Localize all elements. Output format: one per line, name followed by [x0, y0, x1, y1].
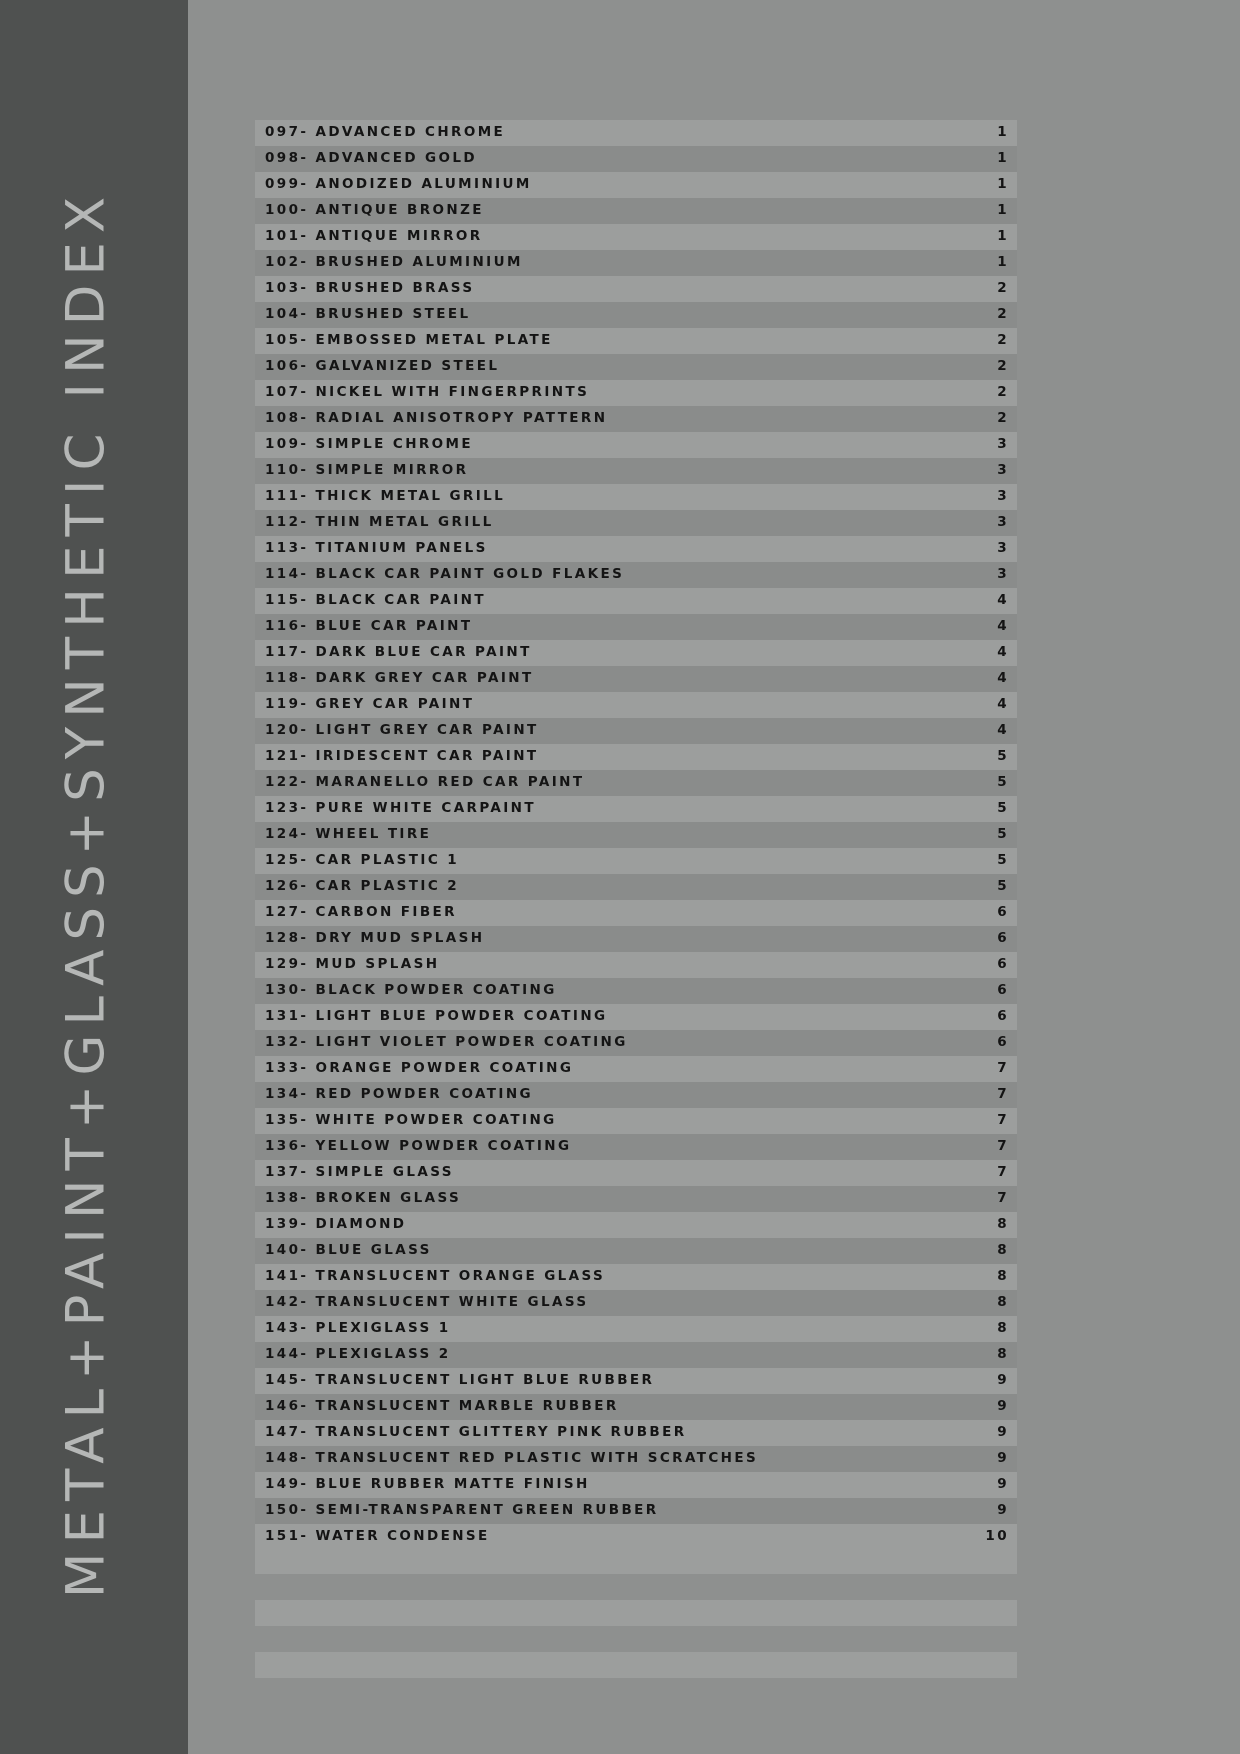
index-entry	[255, 614, 1017, 640]
entry-label: 143- PLEXIGLASS 1	[265, 1320, 451, 1336]
entry-label: 129- MUD SPLASH	[265, 956, 440, 972]
entry-label: 114- BLACK CAR PAINT GOLD FLAKES	[265, 566, 625, 582]
index-entry	[255, 146, 1017, 172]
entry-label: 106- GALVANIZED STEEL	[265, 358, 500, 374]
index-entry	[255, 432, 1017, 458]
entry-page-number: 1	[997, 228, 1009, 244]
entry-page-number: 5	[997, 826, 1009, 842]
index-entry	[255, 484, 1017, 510]
entry-page-number: 8	[997, 1346, 1009, 1362]
entry-label: 145- TRANSLUCENT LIGHT BLUE RUBBER	[265, 1372, 655, 1388]
index-entry	[255, 1082, 1017, 1108]
entry-page-number: 9	[997, 1372, 1009, 1388]
entry-label: 119- GREY CAR PAINT	[265, 696, 475, 712]
entry-page-number: 3	[997, 462, 1009, 478]
index-entry	[255, 406, 1017, 432]
entry-page-number: 8	[997, 1294, 1009, 1310]
entry-page-number: 4	[997, 670, 1009, 686]
entry-label: 108- RADIAL ANISOTROPY PATTERN	[265, 410, 608, 426]
entry-page-number: 9	[997, 1398, 1009, 1414]
empty-row	[255, 1548, 1017, 1574]
index-entry	[255, 302, 1017, 328]
index-entry	[255, 1238, 1017, 1264]
entry-label: 121- IRIDESCENT CAR PAINT	[265, 748, 539, 764]
entry-page-number: 5	[997, 878, 1009, 894]
entry-label: 133- ORANGE POWDER COATING	[265, 1060, 574, 1076]
entry-page-number: 5	[997, 800, 1009, 816]
entry-page-number: 7	[997, 1190, 1009, 1206]
sidebar-title: METAL+PAINT+GLASS+SYNTHETIC INDEX	[55, 187, 117, 1599]
index-entry	[255, 1160, 1017, 1186]
sidebar	[0, 0, 188, 1754]
entry-label: 118- DARK GREY CAR PAINT	[265, 670, 534, 686]
entry-label: 138- BROKEN GLASS	[265, 1190, 462, 1206]
index-entry	[255, 1420, 1017, 1446]
entry-label: 130- BLACK POWDER COATING	[265, 982, 557, 998]
empty-row	[255, 1574, 1017, 1600]
entry-page-number: 9	[997, 1450, 1009, 1466]
entry-label: 110- SIMPLE MIRROR	[265, 462, 469, 478]
entry-label: 112- THIN METAL GRILL	[265, 514, 494, 530]
entry-label: 105- EMBOSSED METAL PLATE	[265, 332, 553, 348]
index-entry	[255, 1446, 1017, 1472]
index-entry	[255, 1342, 1017, 1368]
entry-page-number: 10	[985, 1528, 1009, 1544]
empty-row	[255, 1600, 1017, 1626]
entry-label: 107- NICKEL WITH FINGERPRINTS	[265, 384, 590, 400]
index-entry	[255, 770, 1017, 796]
entry-page-number: 3	[997, 540, 1009, 556]
index-entry	[255, 796, 1017, 822]
entry-label: 136- YELLOW POWDER COATING	[265, 1138, 572, 1154]
entry-page-number: 5	[997, 748, 1009, 764]
entry-page-number: 8	[997, 1268, 1009, 1284]
entry-page-number: 2	[997, 280, 1009, 296]
entry-label: 126- CAR PLASTIC 2	[265, 878, 460, 894]
index-entry	[255, 1056, 1017, 1082]
entry-page-number: 7	[997, 1086, 1009, 1102]
entry-page-number: 7	[997, 1060, 1009, 1076]
index-entry	[255, 640, 1017, 666]
index-entry	[255, 874, 1017, 900]
entry-label: 100- ANTIQUE BRONZE	[265, 202, 484, 218]
entry-page-number: 3	[997, 514, 1009, 530]
index-entry	[255, 848, 1017, 874]
entry-page-number: 4	[997, 592, 1009, 608]
index-entry	[255, 1368, 1017, 1394]
index-entry	[255, 328, 1017, 354]
entry-label: 115- BLACK CAR PAINT	[265, 592, 486, 608]
index-entry	[255, 536, 1017, 562]
index-entry	[255, 380, 1017, 406]
entry-label: 103- BRUSHED BRASS	[265, 280, 475, 296]
entry-page-number: 6	[997, 1008, 1009, 1024]
entry-label: 127- CARBON FIBER	[265, 904, 457, 920]
entry-label: 139- DIAMOND	[265, 1216, 407, 1232]
entry-page-number: 9	[997, 1476, 1009, 1492]
entry-label: 122- MARANELLO RED CAR PAINT	[265, 774, 585, 790]
index-entry	[255, 666, 1017, 692]
entry-page-number: 6	[997, 956, 1009, 972]
index-entry	[255, 562, 1017, 588]
entry-page-number: 8	[997, 1320, 1009, 1336]
entry-page-number: 3	[997, 566, 1009, 582]
entry-label: 140- BLUE GLASS	[265, 1242, 432, 1258]
index-entry	[255, 926, 1017, 952]
entry-page-number: 8	[997, 1216, 1009, 1232]
entry-page-number: 6	[997, 1034, 1009, 1050]
entry-page-number: 8	[997, 1242, 1009, 1258]
index-entry	[255, 1134, 1017, 1160]
entry-page-number: 6	[997, 904, 1009, 920]
empty-row	[255, 1626, 1017, 1652]
entry-label: 144- PLEXIGLASS 2	[265, 1346, 451, 1362]
entry-page-number: 4	[997, 618, 1009, 634]
entry-label: 148- TRANSLUCENT RED PLASTIC WITH SCRATCHES	[265, 1450, 759, 1466]
entry-label: 120- LIGHT GREY CAR PAINT	[265, 722, 539, 738]
entry-page-number: 2	[997, 358, 1009, 374]
index-entry	[255, 822, 1017, 848]
index-entry	[255, 1394, 1017, 1420]
entry-page-number: 1	[997, 176, 1009, 192]
entry-label: 113- TITANIUM PANELS	[265, 540, 488, 556]
entry-label: 134- RED POWDER COATING	[265, 1086, 534, 1102]
entry-page-number: 7	[997, 1164, 1009, 1180]
index-entry	[255, 1030, 1017, 1056]
entry-label: 125- CAR PLASTIC 1	[265, 852, 460, 868]
entry-label: 117- DARK BLUE CAR PAINT	[265, 644, 532, 660]
entry-page-number: 3	[997, 488, 1009, 504]
index-entry	[255, 224, 1017, 250]
entry-page-number: 4	[997, 644, 1009, 660]
entry-label: 141- TRANSLUCENT ORANGE GLASS	[265, 1268, 606, 1284]
entry-label: 124- WHEEL TIRE	[265, 826, 432, 842]
entry-page-number: 2	[997, 384, 1009, 400]
entry-label: 131- LIGHT BLUE POWDER COATING	[265, 1008, 608, 1024]
entry-label: 102- BRUSHED ALUMINIUM	[265, 254, 523, 270]
entry-label: 116- BLUE CAR PAINT	[265, 618, 473, 634]
entry-page-number: 4	[997, 722, 1009, 738]
entry-label: 104- BRUSHED STEEL	[265, 306, 471, 322]
index-entry	[255, 1264, 1017, 1290]
entry-label: 099- ANODIZED ALUMINIUM	[265, 176, 532, 192]
index-entry	[255, 354, 1017, 380]
empty-row	[255, 1652, 1017, 1678]
index-entry	[255, 1004, 1017, 1030]
entry-page-number: 5	[997, 774, 1009, 790]
entry-label: 146- TRANSLUCENT MARBLE RUBBER	[265, 1398, 619, 1414]
entry-page-number: 7	[997, 1138, 1009, 1154]
entry-label: 137- SIMPLE GLASS	[265, 1164, 454, 1180]
empty-rows	[255, 1548, 1017, 1678]
entry-label: 151- WATER CONDENSE	[265, 1528, 490, 1544]
entry-label: 123- PURE WHITE CARPAINT	[265, 800, 536, 816]
entry-label: 135- WHITE POWDER COATING	[265, 1112, 557, 1128]
entry-page-number: 9	[997, 1424, 1009, 1440]
index-entry	[255, 952, 1017, 978]
entry-page-number: 4	[997, 696, 1009, 712]
entry-label: 101- ANTIQUE MIRROR	[265, 228, 483, 244]
entry-page-number: 1	[997, 124, 1009, 140]
index-entry	[255, 172, 1017, 198]
index-entry	[255, 1108, 1017, 1134]
index-entry	[255, 1498, 1017, 1524]
index-entry	[255, 198, 1017, 224]
index-entry	[255, 510, 1017, 536]
index-entry	[255, 250, 1017, 276]
index-entry	[255, 1524, 1017, 1550]
entry-label: 097- ADVANCED CHROME	[265, 124, 506, 140]
index-entry	[255, 1290, 1017, 1316]
entry-label: 142- TRANSLUCENT WHITE GLASS	[265, 1294, 589, 1310]
entry-page-number: 5	[997, 852, 1009, 868]
entry-page-number: 9	[997, 1502, 1009, 1518]
index-entry	[255, 1186, 1017, 1212]
entry-page-number: 1	[997, 150, 1009, 166]
entry-label: 128- DRY MUD SPLASH	[265, 930, 485, 946]
entry-page-number: 7	[997, 1112, 1009, 1128]
entry-label: 147- TRANSLUCENT GLITTERY PINK RUBBER	[265, 1424, 687, 1440]
entry-page-number: 1	[997, 202, 1009, 218]
index-entry	[255, 120, 1017, 146]
index-entry	[255, 1212, 1017, 1238]
index-entry	[255, 276, 1017, 302]
index-entry	[255, 692, 1017, 718]
index-entry	[255, 1472, 1017, 1498]
entry-page-number: 2	[997, 410, 1009, 426]
index-entry	[255, 900, 1017, 926]
entry-label: 132- LIGHT VIOLET POWDER COATING	[265, 1034, 628, 1050]
index-entry	[255, 744, 1017, 770]
entry-page-number: 6	[997, 982, 1009, 998]
entry-label: 098- ADVANCED GOLD	[265, 150, 478, 166]
entry-label: 111- THICK METAL GRILL	[265, 488, 506, 504]
index-entry	[255, 588, 1017, 614]
entry-page-number: 2	[997, 332, 1009, 348]
entry-page-number: 6	[997, 930, 1009, 946]
entry-page-number: 2	[997, 306, 1009, 322]
entry-page-number: 3	[997, 436, 1009, 452]
index-entry	[255, 718, 1017, 744]
entry-label: 109- SIMPLE CHROME	[265, 436, 474, 452]
index-entry	[255, 458, 1017, 484]
entry-label: 150- SEMI-TRANSPARENT GREEN RUBBER	[265, 1502, 659, 1518]
index-entry	[255, 978, 1017, 1004]
index-entry	[255, 1316, 1017, 1342]
entry-label: 149- BLUE RUBBER MATTE FINISH	[265, 1476, 590, 1492]
index-list	[255, 120, 1017, 1550]
entry-page-number: 1	[997, 254, 1009, 270]
